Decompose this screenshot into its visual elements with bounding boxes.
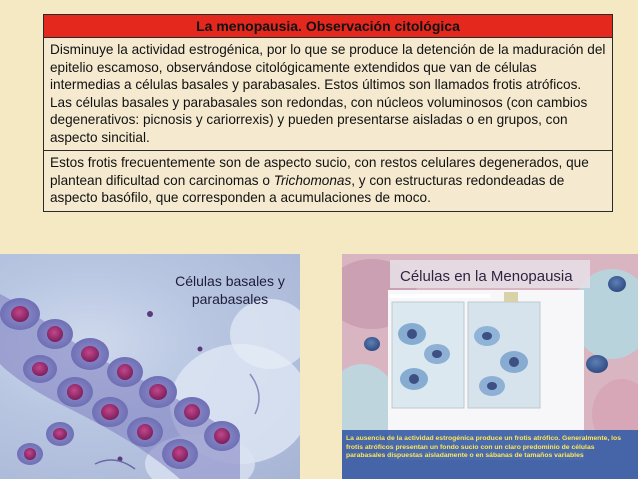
left-caption-line-2: parabasales <box>191 291 269 307</box>
right-image-caption: La ausencia de la actividad estrogénica produce un frotis atrófico. Generalmente, los frotis atróficos presentan un fondo sucio con un claro predominio de células parabasales dispuestas aisladamente o en sábanas de tamaños variables <box>346 435 621 460</box>
table-header: La menopausia. Observación citológica <box>44 15 612 38</box>
left-caption-line-1: Células basales y <box>175 273 285 289</box>
paragraph-2-text-end: , y con estructuras redondeadas de aspecto basófilo, que corresponden a acumulaciones de moco. <box>50 172 565 205</box>
micrograph-basal-parabasal <box>0 254 300 479</box>
paragraph-2-text-start: Estos frotis frecuentemente son de aspecto sucio, con restos celulares degenerados, que plantean dificultad con carcinomas o <box>50 155 589 188</box>
table-cell-paragraph-1: Disminuye la actividad estrogénica, por lo que se produce la detención de la maduración del epitelio escamoso, observándose citológicamente extendidos que van de células intermedias a células basales y parabasales. Estos últimos son llamados frotis atróficos. Las células basales y parabasales son redondas, con núcleos voluminosos (con cambios degenerativos: picnosis y cariorrexis) y pueden presentarse aisladas o en grupos, con aspecto sincitial. <box>50 42 606 145</box>
paragraph-2-italic-term: Trichomonas <box>273 172 352 188</box>
info-table <box>43 14 613 212</box>
table-cell-paragraph-2 <box>44 150 612 211</box>
micrograph-menopause-cells <box>342 254 638 479</box>
left-image-caption <box>160 272 300 308</box>
right-image-title: Células en la Menopausia <box>400 268 573 285</box>
